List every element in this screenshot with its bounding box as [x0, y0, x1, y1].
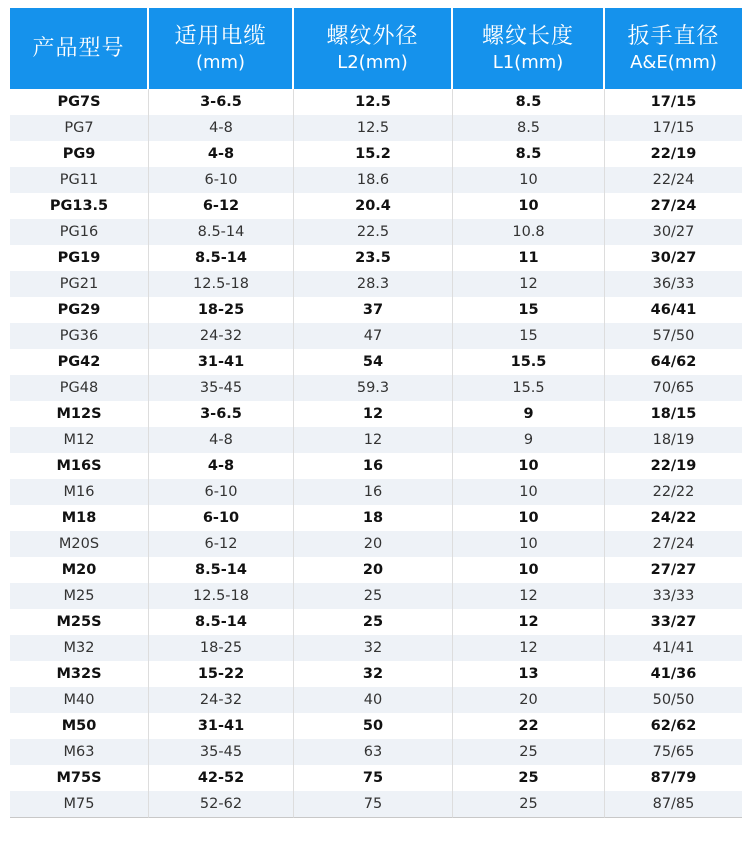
- cable-range-cell: 18-25: [149, 297, 294, 323]
- table-row: [10, 505, 742, 531]
- cable-range-cell: 4-8: [149, 427, 294, 453]
- cable-range-cell: 8.5-14: [149, 557, 294, 583]
- thread-length-cell: 10: [453, 453, 605, 479]
- table-row: [10, 193, 742, 219]
- wrench-size-cell: 41/36: [605, 661, 742, 687]
- thread-length-cell: 10: [453, 479, 605, 505]
- thread-diameter-cell: 12.5: [294, 89, 453, 115]
- header-title: 螺纹长度: [481, 23, 574, 49]
- table-row: [10, 765, 742, 791]
- model-cell: M12S: [10, 401, 149, 427]
- thread-length-cell: 25: [453, 739, 605, 765]
- model-cell: PG7S: [10, 89, 149, 115]
- cable-range-cell: 6-10: [149, 505, 294, 531]
- wrench-size-cell: 18/19: [605, 427, 742, 453]
- thread-diameter-cell: 20: [294, 557, 453, 583]
- thread-length-cell: 15.5: [453, 349, 605, 375]
- table-row: [10, 115, 742, 141]
- wrench-size-cell: 46/41: [605, 297, 742, 323]
- model-cell: M20: [10, 557, 149, 583]
- table-row: [10, 583, 742, 609]
- cable-range-cell: 6-12: [149, 193, 294, 219]
- model-cell: M75S: [10, 765, 149, 791]
- header-unit: (mm): [195, 51, 246, 73]
- cable-range-cell: 3-6.5: [149, 89, 294, 115]
- thread-diameter-cell: 16: [294, 453, 453, 479]
- wrench-size-cell: 50/50: [605, 687, 742, 713]
- thread-diameter-cell: 18.6: [294, 167, 453, 193]
- thread-length-cell: 10: [453, 193, 605, 219]
- model-cell: M75: [10, 791, 149, 818]
- wrench-size-cell: 36/33: [605, 271, 742, 297]
- thread-diameter-cell: 59.3: [294, 375, 453, 401]
- thread-diameter-cell: 28.3: [294, 271, 453, 297]
- model-cell: PG11: [10, 167, 149, 193]
- model-cell: PG9: [10, 141, 149, 167]
- table-row: [10, 739, 742, 765]
- thread-length-cell: 10.8: [453, 219, 605, 245]
- thread-length-cell: 10: [453, 505, 605, 531]
- wrench-size-cell: 41/41: [605, 635, 742, 661]
- model-cell: PG13.5: [10, 193, 149, 219]
- wrench-size-cell: 30/27: [605, 219, 742, 245]
- model-cell: M63: [10, 739, 149, 765]
- cable-range-cell: 4-8: [149, 453, 294, 479]
- cable-range-cell: 35-45: [149, 739, 294, 765]
- cable-range-cell: 31-41: [149, 713, 294, 739]
- cable-range-cell: 42-52: [149, 765, 294, 791]
- header-cell-model: [10, 8, 149, 89]
- thread-length-cell: 25: [453, 791, 605, 818]
- cable-range-cell: 4-8: [149, 141, 294, 167]
- model-cell: M50: [10, 713, 149, 739]
- table-row: [10, 609, 742, 635]
- wrench-size-cell: 75/65: [605, 739, 742, 765]
- wrench-size-cell: 18/15: [605, 401, 742, 427]
- thread-diameter-cell: 50: [294, 713, 453, 739]
- model-cell: M40: [10, 687, 149, 713]
- thread-length-cell: 12: [453, 609, 605, 635]
- thread-length-cell: 8.5: [453, 89, 605, 115]
- wrench-size-cell: 17/15: [605, 89, 742, 115]
- thread-diameter-cell: 16: [294, 479, 453, 505]
- table-row: [10, 557, 742, 583]
- model-cell: PG48: [10, 375, 149, 401]
- cable-range-cell: 31-41: [149, 349, 294, 375]
- wrench-size-cell: 22/19: [605, 141, 742, 167]
- cable-range-cell: 4-8: [149, 115, 294, 141]
- wrench-size-cell: 22/19: [605, 453, 742, 479]
- thread-diameter-cell: 20: [294, 531, 453, 557]
- thread-length-cell: 11: [453, 245, 605, 271]
- cable-range-cell: 8.5-14: [149, 219, 294, 245]
- thread-length-cell: 12: [453, 583, 605, 609]
- header-unit: A&E(mm): [630, 51, 717, 73]
- cable-range-cell: 12.5-18: [149, 271, 294, 297]
- model-cell: M32S: [10, 661, 149, 687]
- thread-length-cell: 9: [453, 427, 605, 453]
- wrench-size-cell: 33/33: [605, 583, 742, 609]
- cable-range-cell: 12.5-18: [149, 583, 294, 609]
- wrench-size-cell: 27/27: [605, 557, 742, 583]
- table-row: [10, 375, 742, 401]
- table-header: [10, 8, 742, 89]
- cable-range-cell: 6-10: [149, 479, 294, 505]
- cable-range-cell: 6-10: [149, 167, 294, 193]
- wrench-size-cell: 17/15: [605, 115, 742, 141]
- table-row: [10, 531, 742, 557]
- table-body: [10, 89, 742, 818]
- thread-length-cell: 12: [453, 271, 605, 297]
- model-cell: M16S: [10, 453, 149, 479]
- thread-diameter-cell: 15.2: [294, 141, 453, 167]
- thread-diameter-cell: 23.5: [294, 245, 453, 271]
- thread-diameter-cell: 47: [294, 323, 453, 349]
- wrench-size-cell: 30/27: [605, 245, 742, 271]
- header-cell-wrench-size: [605, 8, 742, 89]
- wrench-size-cell: 27/24: [605, 531, 742, 557]
- thread-diameter-cell: 12: [294, 401, 453, 427]
- model-cell: PG29: [10, 297, 149, 323]
- thread-length-cell: 22: [453, 713, 605, 739]
- thread-diameter-cell: 54: [294, 349, 453, 375]
- thread-length-cell: 15: [453, 297, 605, 323]
- thread-diameter-cell: 32: [294, 635, 453, 661]
- table-row: [10, 427, 742, 453]
- model-cell: M12: [10, 427, 149, 453]
- table-row: [10, 219, 742, 245]
- header-cell-thread-length: [453, 8, 605, 89]
- model-cell: PG19: [10, 245, 149, 271]
- table-row: [10, 453, 742, 479]
- model-cell: M25: [10, 583, 149, 609]
- wrench-size-cell: 87/79: [605, 765, 742, 791]
- table-row: [10, 687, 742, 713]
- cable-range-cell: 6-12: [149, 531, 294, 557]
- cable-range-cell: 8.5-14: [149, 245, 294, 271]
- thread-diameter-cell: 25: [294, 609, 453, 635]
- thread-length-cell: 10: [453, 557, 605, 583]
- header-unit: L2(mm): [337, 51, 408, 73]
- model-cell: PG36: [10, 323, 149, 349]
- thread-diameter-cell: 75: [294, 791, 453, 818]
- wrench-size-cell: 62/62: [605, 713, 742, 739]
- table-row: [10, 271, 742, 297]
- table-row: [10, 297, 742, 323]
- model-cell: M20S: [10, 531, 149, 557]
- table-row: [10, 791, 742, 818]
- table-row: [10, 89, 742, 115]
- thread-length-cell: 8.5: [453, 115, 605, 141]
- cable-range-cell: 35-45: [149, 375, 294, 401]
- model-cell: PG21: [10, 271, 149, 297]
- table-row: [10, 713, 742, 739]
- cable-range-cell: 8.5-14: [149, 609, 294, 635]
- thread-diameter-cell: 32: [294, 661, 453, 687]
- thread-length-cell: 8.5: [453, 141, 605, 167]
- cable-range-cell: 3-6.5: [149, 401, 294, 427]
- table-row: [10, 141, 742, 167]
- thread-length-cell: 10: [453, 531, 605, 557]
- table-row: [10, 635, 742, 661]
- thread-length-cell: 15.5: [453, 375, 605, 401]
- cable-range-cell: 24-32: [149, 687, 294, 713]
- thread-diameter-cell: 18: [294, 505, 453, 531]
- cable-gland-spec-table: [10, 8, 742, 818]
- wrench-size-cell: 57/50: [605, 323, 742, 349]
- model-cell: M16: [10, 479, 149, 505]
- model-cell: PG16: [10, 219, 149, 245]
- header-title: 产品型号: [32, 35, 125, 61]
- cable-range-cell: 24-32: [149, 323, 294, 349]
- wrench-size-cell: 64/62: [605, 349, 742, 375]
- wrench-size-cell: 27/24: [605, 193, 742, 219]
- model-cell: M32: [10, 635, 149, 661]
- wrench-size-cell: 33/27: [605, 609, 742, 635]
- thread-diameter-cell: 63: [294, 739, 453, 765]
- wrench-size-cell: 22/24: [605, 167, 742, 193]
- header-title: 螺纹外径: [326, 23, 419, 49]
- thread-length-cell: 12: [453, 635, 605, 661]
- thread-length-cell: 9: [453, 401, 605, 427]
- table-row: [10, 661, 742, 687]
- cable-range-cell: 18-25: [149, 635, 294, 661]
- thread-length-cell: 15: [453, 323, 605, 349]
- cable-range-cell: 15-22: [149, 661, 294, 687]
- header-row: [10, 8, 742, 89]
- table-row: [10, 479, 742, 505]
- thread-diameter-cell: 40: [294, 687, 453, 713]
- wrench-size-cell: 22/22: [605, 479, 742, 505]
- header-title: 扳手直径: [627, 23, 720, 49]
- thread-diameter-cell: 25: [294, 583, 453, 609]
- thread-length-cell: 13: [453, 661, 605, 687]
- wrench-size-cell: 70/65: [605, 375, 742, 401]
- table-row: [10, 167, 742, 193]
- header-title: 适用电缆: [174, 23, 267, 49]
- thread-diameter-cell: 37: [294, 297, 453, 323]
- wrench-size-cell: 87/85: [605, 791, 742, 818]
- thread-length-cell: 25: [453, 765, 605, 791]
- thread-diameter-cell: 75: [294, 765, 453, 791]
- model-cell: PG42: [10, 349, 149, 375]
- table-row: [10, 323, 742, 349]
- thread-diameter-cell: 12: [294, 427, 453, 453]
- wrench-size-cell: 24/22: [605, 505, 742, 531]
- header-unit: L1(mm): [492, 51, 564, 73]
- table-row: [10, 349, 742, 375]
- header-cell-thread-diameter: [294, 8, 453, 89]
- model-cell: M18: [10, 505, 149, 531]
- cable-range-cell: 52-62: [149, 791, 294, 818]
- header-cell-cable-range: [149, 8, 294, 89]
- model-cell: PG7: [10, 115, 149, 141]
- thread-diameter-cell: 12.5: [294, 115, 453, 141]
- model-cell: M25S: [10, 609, 149, 635]
- thread-diameter-cell: 22.5: [294, 219, 453, 245]
- table-row: [10, 401, 742, 427]
- thread-diameter-cell: 20.4: [294, 193, 453, 219]
- thread-length-cell: 10: [453, 167, 605, 193]
- thread-length-cell: 20: [453, 687, 605, 713]
- table-row: [10, 245, 742, 271]
